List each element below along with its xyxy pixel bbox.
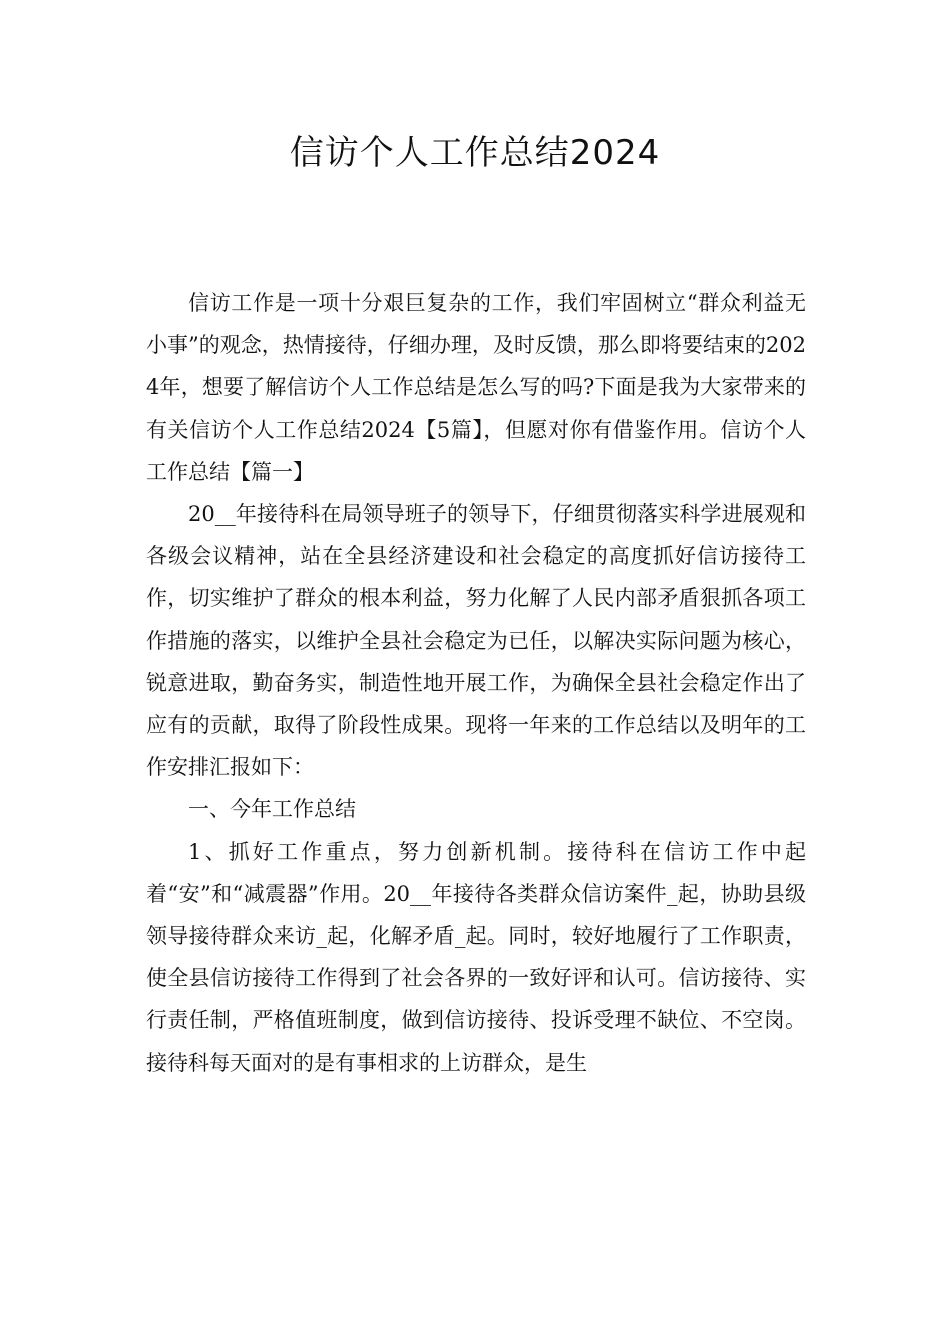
paragraph-point-1: 1、抓好工作重点，努力创新机制。接待科在信访工作中起着“安”和“减震器”作用。20__年接待各类群众信访案件_起，协助县级领导接待群众来访_起，化解矛盾_起。同时，较好地履行了工作职责，使全县信访接待工作得到了社会各界的一致好评和认可。信访接待、实行责任制，严格值班制度，做到信访接待、投诉受理不缺位、不空岗。接待科每天面对的是有事相求的上访群众，是生 (146, 839, 806, 1075)
document-body (146, 282, 806, 1084)
paragraph-intro: 信访工作是一项十分艰巨复杂的工作，我们牢固树立“群众利益无小事”的观念，热情接待，仔细办理，及时反馈，那么即将要结束的2024年，想要了解信访个人工作总结是怎么写的吗?下面是我为大家带来的有关信访个人工作总结2024【5篇】，但愿对你有借鉴作用。信访个人工作总结【篇一】 (146, 291, 806, 484)
section-heading: 一、今年工作总结 (188, 797, 356, 822)
document-title: 信访个人工作总结2024 (289, 133, 661, 173)
paragraph-overview: 20__年接待科在局领导班子的领导下，仔细贯彻落实科学进展观和各级会议精神，站在全县经济建设和社会稳定的高度抓好信访接待工作，切实维护了群众的根本利益，努力化解了人民内部矛盾狠抓各项工作措施的落实，以维护全县社会稳定为已任，以解决实际问题为核心，锐意进取，勤奋务实，制造性地开展工作，为确保全县社会稳定作出了应有的贡献，取得了阶段性成果。现将一年来的工作总结以及明年的工作安排汇报如下： (146, 502, 806, 780)
